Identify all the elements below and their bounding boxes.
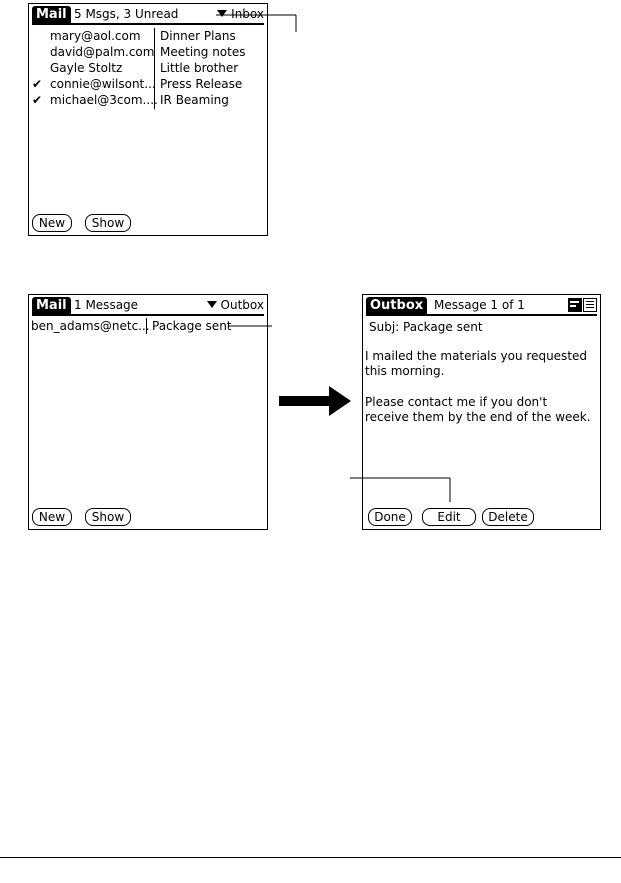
message-sender: michael@3com.... bbox=[50, 93, 158, 107]
category-label: Inbox bbox=[231, 7, 264, 21]
message-subject: Package sent bbox=[152, 319, 232, 333]
message-sender: david@palm.com bbox=[50, 45, 155, 59]
message-sender: Gayle Stoltz bbox=[50, 61, 123, 75]
app-tab[interactable]: Mail bbox=[32, 297, 71, 314]
message-subject: Dinner Plans bbox=[160, 29, 236, 43]
category-label: Outbox bbox=[220, 298, 264, 312]
body-paragraph: I mailed the materials you requested this morning. bbox=[365, 349, 588, 378]
show-button[interactable]: Show bbox=[85, 508, 131, 526]
message-subject: Press Release bbox=[160, 77, 243, 91]
read-checkmark-icon: ✔ bbox=[32, 93, 43, 107]
delete-button[interactable]: Delete bbox=[482, 508, 534, 526]
body-paragraph: Please contact me if you don't receive them by the end of the week. bbox=[365, 395, 591, 424]
message-recipient: ben_adams@netc... bbox=[31, 319, 150, 333]
done-button[interactable]: Done bbox=[368, 508, 412, 526]
new-button[interactable]: New bbox=[32, 508, 72, 526]
message-sender: connie@wilsont... bbox=[50, 77, 156, 91]
app-tab[interactable]: Mail bbox=[32, 6, 71, 23]
message-count-title: 5 Msgs, 3 Unread bbox=[74, 7, 179, 21]
new-button[interactable]: New bbox=[32, 214, 72, 232]
message-subject: Little brother bbox=[160, 61, 239, 75]
outbox-tab[interactable]: Outbox bbox=[366, 297, 427, 314]
subject-line: Subj: Package sent bbox=[369, 320, 483, 334]
message-count-title: 1 Message bbox=[74, 298, 139, 312]
message-subject: IR Beaming bbox=[160, 93, 229, 107]
message-subject: Meeting notes bbox=[160, 45, 246, 59]
message-position-title: Message 1 of 1 bbox=[434, 298, 525, 312]
read-checkmark-icon: ✔ bbox=[32, 77, 43, 91]
show-button[interactable]: Show bbox=[85, 214, 131, 232]
edit-button[interactable]: Edit bbox=[422, 508, 476, 526]
page-footer-rule bbox=[0, 857, 621, 858]
message-sender: mary@aol.com bbox=[50, 29, 141, 43]
